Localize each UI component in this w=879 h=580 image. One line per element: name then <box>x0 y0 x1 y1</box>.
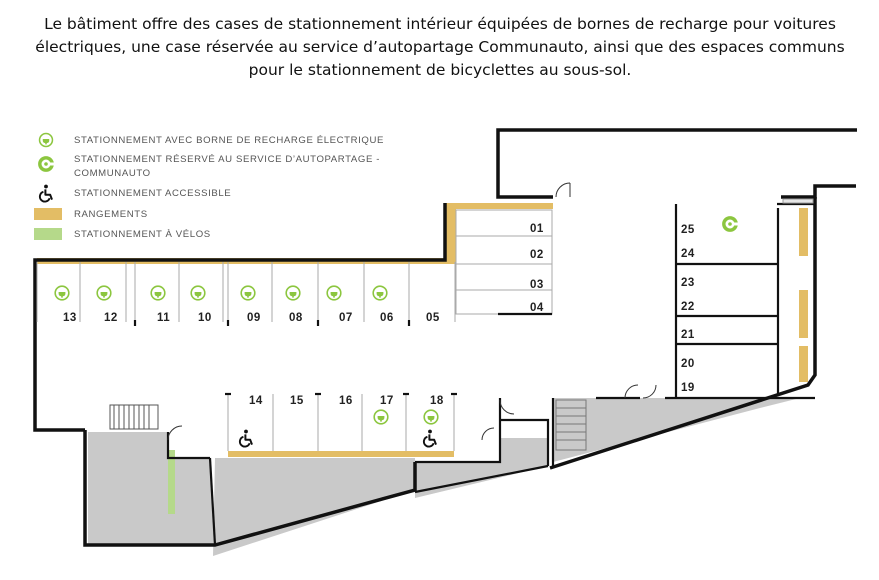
space-label: 24 <box>681 248 695 260</box>
ev-charging-icon <box>286 286 300 300</box>
space-label: 18 <box>430 395 444 407</box>
wheelchair-icon <box>240 430 252 447</box>
storage-swatch <box>34 208 62 220</box>
communauto-icon <box>40 158 54 170</box>
space-label: 04 <box>530 302 544 314</box>
space-label: 11 <box>157 312 171 324</box>
space-label: 14 <box>249 395 263 407</box>
wheelchair-icon <box>424 430 436 447</box>
ev-charging-icon <box>191 286 205 300</box>
ev-charging-icon <box>97 286 111 300</box>
legend-accessible-text: STATIONNEMENT ACCESSIBLE <box>74 188 232 199</box>
column-marks <box>135 320 457 394</box>
space-label: 02 <box>530 249 544 261</box>
space-labels <box>63 223 695 407</box>
space-label: 17 <box>380 395 394 407</box>
ev-charging-icon <box>424 410 438 424</box>
intro-paragraph: Le bâtiment offre des cases de stationnement intérieur équipées de bornes de recharge pour voitures électriques, une case réservée au service d’autopartage Communauto, ainsi que des espaces communs pour le stationnement de bicyclettes au sous-sol. <box>35 15 845 79</box>
wheelchair-icon <box>40 185 52 202</box>
ev-charging-icon <box>241 286 255 300</box>
space-label: 10 <box>198 312 212 324</box>
space-label: 21 <box>681 329 695 341</box>
legend-carshare-text-1: STATIONNEMENT RÉSERVÉ AU SERVICE D’AUTOPARTAGE - <box>74 154 381 165</box>
legend-charging-text: STATIONNEMENT AVEC BORNE DE RECHARGE ÉLECTRIQUE <box>74 135 385 146</box>
legend <box>34 134 384 240</box>
legend-carshare-text-2: COMMUNAUTO <box>74 168 151 179</box>
space-label: 25 <box>681 224 695 236</box>
space-label: 05 <box>426 312 440 324</box>
space-label: 09 <box>247 312 261 324</box>
space-label: 15 <box>290 395 304 407</box>
space-label: 01 <box>530 223 544 235</box>
ev-charging-icon <box>374 410 388 424</box>
ev-charging-icon <box>327 286 341 300</box>
bike-swatch <box>34 228 62 240</box>
space-label: 12 <box>104 312 118 324</box>
ev-charging-icon <box>40 134 53 147</box>
communauto-icon <box>724 218 738 230</box>
space-label: 16 <box>339 395 353 407</box>
space-label: 22 <box>681 301 695 313</box>
space-label: 06 <box>380 312 394 324</box>
legend-storage-text: RANGEMENTS <box>74 209 148 220</box>
space-label: 08 <box>289 312 303 324</box>
space-label: 07 <box>339 312 353 324</box>
bike-parking-area <box>168 450 175 514</box>
ev-charging-icon <box>151 286 165 300</box>
space-label: 20 <box>681 358 695 370</box>
ev-charging-icon <box>55 286 69 300</box>
ev-charging-icon <box>373 286 387 300</box>
space-label: 13 <box>63 312 77 324</box>
staircase-left <box>110 405 158 429</box>
window <box>783 199 813 203</box>
legend-bikes-text: STATIONNEMENT À VÉLOS <box>74 229 211 240</box>
space-label: 19 <box>681 382 695 394</box>
space-label: 03 <box>530 279 544 291</box>
space-label: 23 <box>681 277 695 289</box>
